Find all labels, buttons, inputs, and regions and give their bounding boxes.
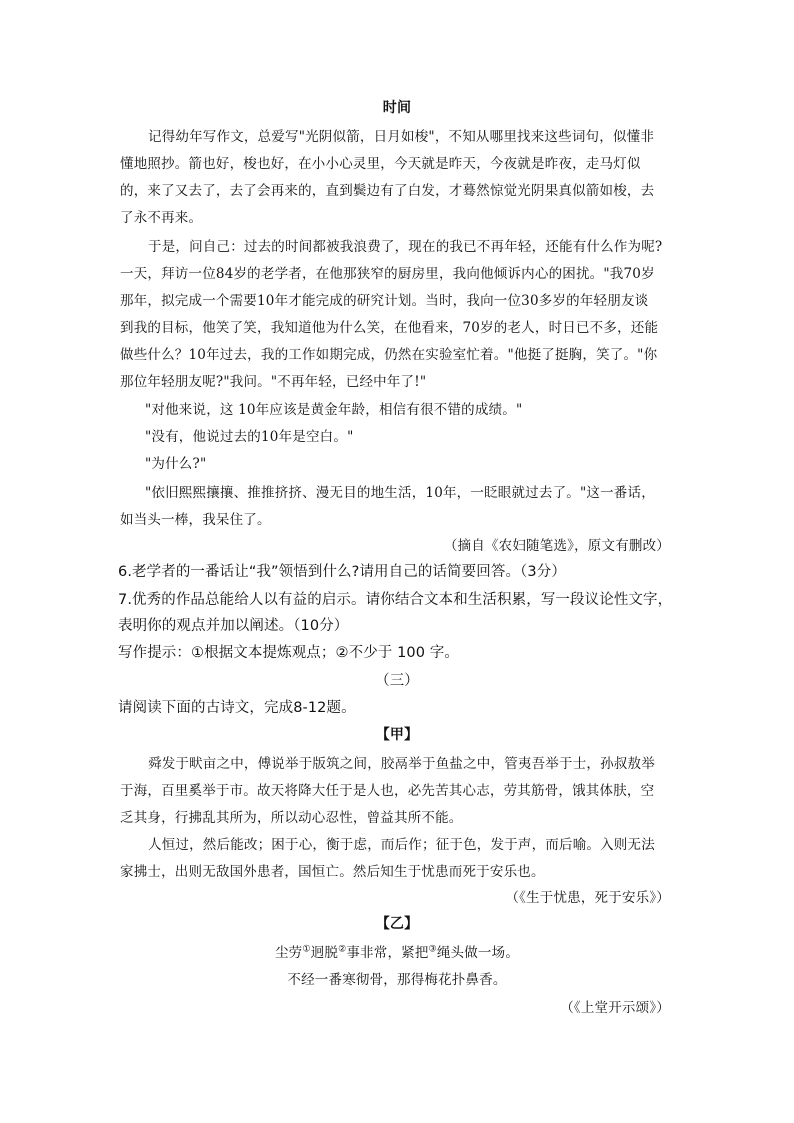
passage-title: 时间: [382, 100, 412, 116]
jia-source: （《生于忧患，死于安乐》）: [505, 890, 670, 906]
writing-hint: 写作提示：①根据文本提炼观点；②不少于 100 字。: [118, 645, 459, 661]
footnote-marker: ②: [338, 944, 347, 955]
footnote-marker: ③: [428, 944, 437, 955]
passage-line: "没有，他说过去的10年是空白。": [145, 429, 354, 445]
passage-line: 做些什么？10年过去，我的工作如期完成，仍然在实验室忙着。"他挺了挺胸，笑了。"你: [120, 347, 658, 363]
yi-text: 迥脱: [310, 945, 339, 961]
passage-line: 了永不再来。: [120, 210, 203, 226]
footnote-marker: ①: [302, 944, 311, 955]
jia-heading: 【甲】: [375, 727, 419, 743]
passage-line: 那位年轻朋友呢?"我问。"不再年轻，已经中年了!": [120, 374, 427, 390]
jia-line: 人恒过，然后能改；困于心，衡于虑，而后作；征于色，发于声，而后喻。入则无法: [148, 837, 655, 853]
passage-line: 于是，问自己：过去的时间都被我浪费了，现在的我已不再年轻，还能有什么作为呢?: [148, 239, 663, 255]
jia-line: 于海，百里奚举于市。故天将降大任于是人也，必先苦其心志，劳其筋骨，饿其体肤，空: [120, 783, 655, 799]
yi-heading: 【乙】: [375, 916, 419, 932]
passage-line: 一天，拜访一位84岁的老学者，在他那狭窄的厨房里，我向他倾诉内心的困扰。"我70岁: [120, 266, 655, 282]
yi-text: 绳头做一场。: [436, 945, 520, 961]
question-7: 7.优秀的作品总能给人以有益的启示。请你结合文本和生活积累，写一段议论性文字，: [118, 592, 673, 608]
yi-text: 尘劳: [274, 945, 303, 961]
section-instruction: 请阅读下面的古诗文，完成8-12题。: [118, 700, 356, 716]
question-6: 6.老学者的一番话让“我”领悟到什么?请用自己的话简要回答。（3分）: [118, 564, 566, 580]
passage-line: "为什么?": [145, 456, 207, 472]
passage-source: （摘自《农妇随笔选》，原文有删改）: [443, 538, 670, 554]
passage-line: 懂地照抄。箭也好，梭也好，在小小心灵里，今天就是昨天，今夜就是昨夜，走马灯似: [120, 156, 641, 172]
passage-line: "对他来说，这 10年应该是黄金年龄，相信有很不错的成绩。": [145, 402, 523, 418]
yi-text: 事非常，紧把: [346, 945, 429, 961]
passage-line: 那年，拟完成一个需要10年才能完成的研究计划。当时，我向一位30多岁的年轻朋友谈: [120, 293, 649, 309]
yi-source: （《上堂开示颂》）: [560, 1000, 670, 1016]
jia-line: 舜发于畎亩之中，傅说举于版筑之间，胶鬲举于鱼盐之中，管夷吾举于士，孙叔敖举: [148, 756, 655, 772]
passage-line: "依旧熙熙攘攘、推推挤挤、漫无目的地生活，10年，一眨眼就过去了。"这一番话，: [145, 485, 655, 501]
passage-line: 记得幼年写作文，总爱写"光阴似箭，日月如梭"，不知从哪里找来这些词句，似懂非: [148, 129, 655, 145]
yi-line-1: [0, 941, 794, 961]
yi-line-2: 不经一番寒彻骨，那得梅花扑鼻香。: [287, 972, 507, 988]
jia-line: 家拂士，出则无敌国外患者，国恒亡。然后知生于忧患而死于安乐也。: [120, 864, 545, 880]
jia-line: 乏其身，行拂乱其所为，所以动心忍性，曾益其所不能。: [120, 810, 463, 826]
question-7-continued: 表明你的观点并加以阐述。（10分）: [118, 618, 349, 634]
passage-line: 的，来了又去了，去了会再来的，直到鬓边有了白发，才蓦然惊觉光阴果真似箭如梭，去: [120, 183, 655, 199]
passage-line: 到我的目标，他笑了笑，我知道他为什么笑，在他看来，70岁的老人，时日已不多，还能: [120, 320, 659, 336]
passage-line: 如当头一棒，我呆住了。: [120, 512, 271, 528]
section-heading: （三）: [375, 673, 419, 689]
